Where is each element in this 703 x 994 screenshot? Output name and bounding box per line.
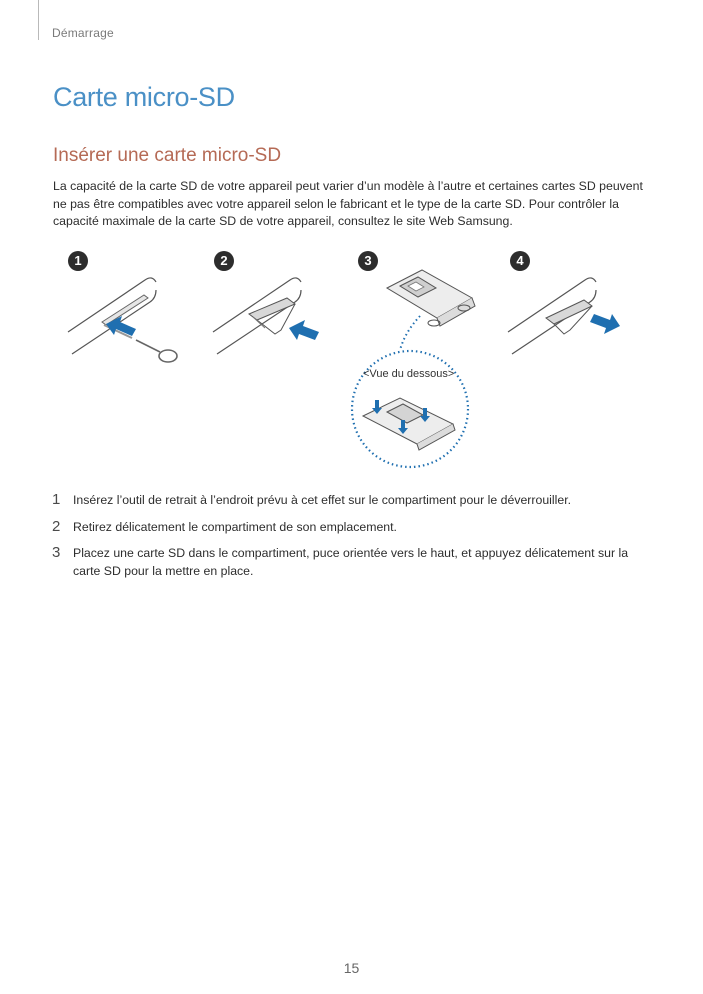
header-divider: [38, 0, 39, 40]
instruction-list: [52, 492, 652, 589]
list-item: [52, 519, 652, 537]
arrow-icon: [289, 320, 319, 340]
section-subtitle: Insérer une carte micro-SD: [53, 145, 282, 166]
eject-pin-icon: [136, 340, 177, 362]
underside-view-label: <Vue du dessous>: [363, 368, 455, 380]
sim-tray-icon: [546, 300, 592, 334]
list-item: [52, 492, 652, 510]
step-number: 2: [52, 517, 61, 535]
figure-step-badge-2: 2: [214, 251, 234, 271]
figure-underside-view: [345, 312, 475, 472]
intro-paragraph: La capacité de la carte SD de votre appareil peut varier d’un modèle à l’autre et certaines cartes SD peuvent ne pas être compatibles avec votre appareil selon le fabricant et le type de la carte SD. Pour contrôler la capacité maximale de la carte SD de votre appareil, consultez le site Web Samsung.: [53, 179, 643, 228]
page-title: Carte micro-SD: [53, 82, 235, 112]
figure-tray-inserted: [500, 262, 640, 377]
step-text: Placez une carte SD dans le compartiment, puce orientée vers le haut, et appuyez délicatement sur la carte SD pour la mettre en place.: [73, 546, 629, 578]
figure-eject-pin: [60, 262, 200, 377]
page-number: 15: [343, 960, 360, 976]
step-number: 3: [52, 544, 61, 561]
list-item: [52, 545, 652, 580]
arrow-icon: [590, 314, 620, 334]
step-text: Retirez délicatement le compartiment de son emplacement.: [73, 519, 397, 534]
section-header: Démarrage: [52, 26, 114, 40]
figure-step-badge-4: 4: [510, 251, 530, 271]
figure-step-badge-1: 1: [68, 251, 88, 271]
figure-step-badge-3: 3: [358, 251, 378, 271]
step-number: 1: [52, 491, 61, 508]
step-text: Insérez l’outil de retrait à l’endroit prévu à cet effet sur le compartiment pour le déverrouiller.: [73, 493, 572, 507]
figure-tray-removed: [205, 262, 345, 377]
